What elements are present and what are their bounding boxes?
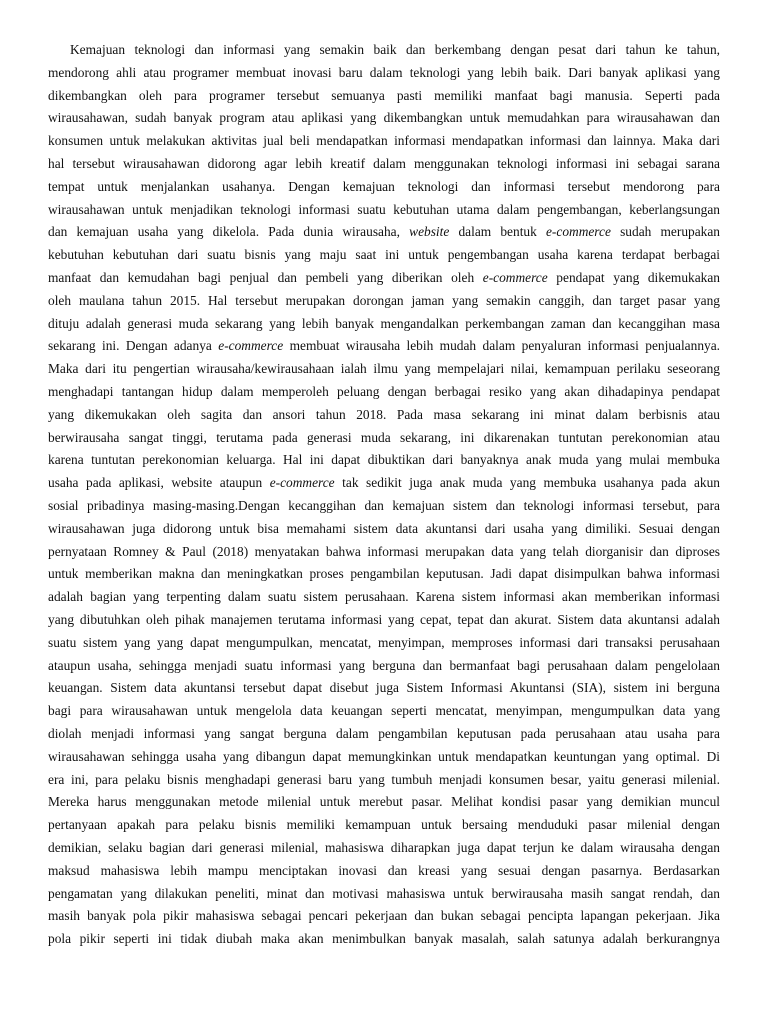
text-segment: dalam bentuk bbox=[449, 224, 546, 240]
paragraph-line bbox=[48, 587, 720, 607]
text-segment: diolah menjadi informasi yang sangat berguna dalam pengambilan keputusan pada perusahaan atau usaha para bbox=[48, 726, 720, 741]
text-segment: menghadapi tantangan hidup dalam memperoleh peluang dengan berbagai resiko yang akan dihadapinya pendapat bbox=[48, 384, 720, 399]
paragraph-line bbox=[48, 428, 720, 448]
text-segment: wirausahawan, sudah banyak program atau aplikasi yang dikembangkan untuk memudahkan para wirausahawan dan bbox=[48, 110, 720, 126]
paragraph-line bbox=[48, 747, 720, 767]
text-segment: Maka dari itu pengertian wirausaha/kewirausahaan ialah ilmu yang mempelajari nilai, kemampuan perilaku seseorang bbox=[48, 361, 720, 377]
text-segment: pengamatan yang dilakukan peneliti, minat dan motivasi mahasiswa untuk berwirausaha masih sangat rendah, dan bbox=[48, 885, 720, 901]
text-segment: dan kemajuan usaha yang dikelola. Pada dunia wirausaha, bbox=[48, 224, 410, 240]
text-segment: berwirausaha sangat tinggi, terutama pada generasi muda sekarang, ini dikarenakan tuntutan perekonomian atau bbox=[48, 429, 720, 445]
paragraph-line bbox=[48, 861, 720, 881]
paragraph-line bbox=[48, 86, 720, 106]
text-segment: manfaat dan kemudahan bagi penjual dan pembeli yang diberikan oleh bbox=[48, 270, 483, 285]
text-segment: pola pikir seperti ini tidak diubah maka akan menimbulkan banyak masalah, salah satunya adalah berkurangnya bbox=[48, 931, 720, 947]
text-segment: Kemajuan teknologi dan informasi yang semakin baik dan berkembang dengan pesat dari tahun ke tahun, bbox=[70, 42, 720, 57]
text-segment: tak sedikit juga anak muda yang membuka usahanya pada akun bbox=[334, 475, 720, 491]
text-segment: adalah bagian yang terpenting dalam suatu sistem perusahaan. Karena sistem informasi akan memberikan informasi bbox=[48, 589, 720, 605]
paragraph-line bbox=[48, 222, 720, 242]
text-segment: suatu sistem yang yang dapat mengumpulkan, mencatat, menyimpan, memproses informasi dari transaksi perusahaan bbox=[48, 634, 720, 650]
text-segment: masih banyak pola pikir mahasiswa sebagai pencari pekerjaan dan bukan sebagai pencipta lapangan pekerjaan. Jika bbox=[48, 908, 720, 924]
italic-term: website bbox=[409, 224, 450, 240]
paragraph-line bbox=[48, 929, 720, 949]
paragraph-line bbox=[48, 291, 720, 311]
text-segment: yang dikemukakan oleh sagita dan ansori tahun 2018. Pada masa sekarang ini minat dalam berbisnis atau bbox=[48, 406, 720, 422]
text-segment: yang dibutuhkan oleh pihak manajemen terutama informasi yang cepat, tepat dan akurat. Sistem data akuntansi adalah bbox=[48, 612, 720, 627]
paragraph-line bbox=[48, 792, 720, 812]
text-segment: dituju adalah generasi muda sekarang yang lebih banyak mengandalkan perkembangan zaman dan kecanggihan masa bbox=[48, 315, 720, 331]
italic-term: e-commerce bbox=[269, 475, 335, 491]
text-segment: untuk memberikan makna dan meningkatkan proses pengambilan keputusan. Jadi dapat disimpulkan bahwa informasi bbox=[48, 566, 720, 582]
text-segment: karena tuntutan perekonomian keluarga. Hal ini dapat dibuktikan dari banyaknya anak muda yang mulai membuka bbox=[48, 452, 720, 468]
text-segment: ataupun usaha, sehingga menjadi suatu informasi yang berguna dan bermanfaat bagi perusahaan dalam pengelolaan bbox=[48, 657, 720, 673]
paragraph-line bbox=[48, 108, 720, 128]
paragraph-line bbox=[48, 884, 720, 904]
paragraph-line bbox=[48, 678, 720, 698]
paragraph-line bbox=[48, 359, 720, 379]
paragraph-line bbox=[48, 314, 720, 334]
paragraph-line bbox=[48, 519, 720, 539]
text-segment: pendapat yang dikemukakan bbox=[547, 270, 720, 285]
italic-term: e-commerce bbox=[482, 270, 548, 285]
text-segment: dikembangkan oleh para programer tersebut semuanya pasti memiliki manfaat bagi manusia. Seperti pada bbox=[48, 87, 720, 103]
text-segment: usaha pada aplikasi, website ataupun bbox=[48, 475, 270, 491]
paragraph-line bbox=[48, 245, 720, 265]
text-segment: sekarang ini. Dengan adanya bbox=[48, 338, 219, 354]
paragraph-line bbox=[48, 770, 720, 790]
text-segment: keuangan. Sistem data akuntansi tersebut dapat disebut juga Sistem Informasi Akuntansi (SIA), sistem ini berguna bbox=[48, 680, 720, 696]
text-segment: mendorong ahli atau programer membuat inovasi baru dalam teknologi yang lebih baik. Dari banyak aplikasi yang bbox=[48, 64, 720, 80]
text-segment: membuat wirausaha lebih mudah dalam penyaluran informasi penjualannya. bbox=[283, 338, 720, 354]
paragraph-line bbox=[48, 610, 720, 630]
italic-term: e-commerce bbox=[545, 224, 611, 240]
text-segment: maksud mahasiswa lebih mampu menciptakan inovasi dan kreasi yang sesuai dengan pasarnya. Berdasarkan bbox=[48, 862, 720, 878]
paragraph-line bbox=[48, 382, 720, 402]
paragraph-line bbox=[48, 177, 720, 197]
text-segment: kebutuhan kebutuhan dari suatu bisnis yang maju saat ini untuk pengembangan usaha karena terdapat berbagai bbox=[48, 247, 720, 263]
text-segment: era ini, para pelaku bisnis menghadapi generasi baru yang tumbuh menjadi konsumen besar, yaitu generasi milenial. bbox=[48, 771, 720, 787]
paragraph-line bbox=[48, 268, 720, 288]
text-segment: oleh maulana tahun 2015. Hal tersebut merupakan dorongan jaman yang semakin canggih, dan target pasar yang bbox=[48, 292, 720, 308]
text-segment: bagi para wirausahawan untuk mengelola data keuangan seperti mencatat, menyimpan, mengumpulkan data yang bbox=[48, 703, 720, 719]
text-segment: wirausahawan juga didorong untuk bisa memahami sistem data akuntansi dari usaha yang dimiliki. Sesuai dengan bbox=[48, 520, 720, 536]
text-segment: sosial pribadinya masing-masing.Dengan kecanggihan dan kemajuan sistem dan teknologi informasi tersebut, para bbox=[48, 498, 720, 513]
paragraph-line bbox=[48, 656, 720, 676]
paragraph-line bbox=[48, 450, 720, 470]
paragraph-line bbox=[48, 336, 720, 356]
paragraph-line bbox=[48, 542, 720, 562]
text-segment: wirausahawan untuk menjadikan teknologi informasi suatu kebutuhan utama dalam pengembangan, keberlangsungan bbox=[48, 201, 720, 217]
paragraph-line bbox=[48, 473, 720, 493]
text-segment: demikian, selaku bagian dari generasi milenial, mahasiswa diharapkan juga dapat terjun ke dalam wirausaha dengan bbox=[48, 840, 720, 855]
text-segment: sudah merupakan bbox=[610, 224, 720, 240]
text-segment: konsumen untuk melakukan aktivitas jual beli mendapatkan informasi mendapatkan informasi dan lainnya. Maka dari bbox=[48, 133, 720, 149]
paragraph-line bbox=[70, 40, 720, 60]
paragraph-line bbox=[48, 496, 720, 516]
paragraph-line bbox=[48, 405, 720, 425]
paragraph-line bbox=[48, 724, 720, 744]
paragraph-line bbox=[48, 200, 720, 220]
text-segment: wirausahawan sehingga usaha yang dibangun dapat memungkinkan untuk mendapatkan keuntungan yang optimal. Di bbox=[48, 748, 720, 764]
text-segment: pertanyaan apakah para pelaku bisnis memiliki kemampuan untuk bersaing menduduki pasar milenial dengan bbox=[48, 817, 720, 833]
paragraph-line bbox=[48, 701, 720, 721]
italic-term: e-commerce bbox=[218, 338, 284, 354]
paragraph-line bbox=[48, 154, 720, 174]
text-segment: Mereka harus menggunakan metode milenial untuk merebut pasar. Melihat kondisi pasar yang demikian muncul bbox=[48, 794, 720, 810]
paragraph-line bbox=[48, 564, 720, 584]
text-segment: hal tersebut wirausahawan didorong agar lebih kreatif dalam menggunakan teknologi informasi ini sebagai sarana bbox=[48, 156, 720, 171]
text-segment: pernyataan Romney & Paul (2018) menyatakan bahwa informasi merupakan data yang telah diorganisir dan diproses bbox=[48, 543, 720, 559]
paragraph-line bbox=[48, 838, 720, 858]
paragraph-line bbox=[48, 63, 720, 83]
paragraph-line bbox=[48, 906, 720, 926]
paragraph-line bbox=[48, 633, 720, 653]
paragraph-line bbox=[48, 815, 720, 835]
paragraph-line bbox=[48, 131, 720, 151]
text-segment: tempat untuk menjalankan usahanya. Dengan kemajuan teknologi dan informasi tersebut mendorong para bbox=[48, 178, 720, 194]
